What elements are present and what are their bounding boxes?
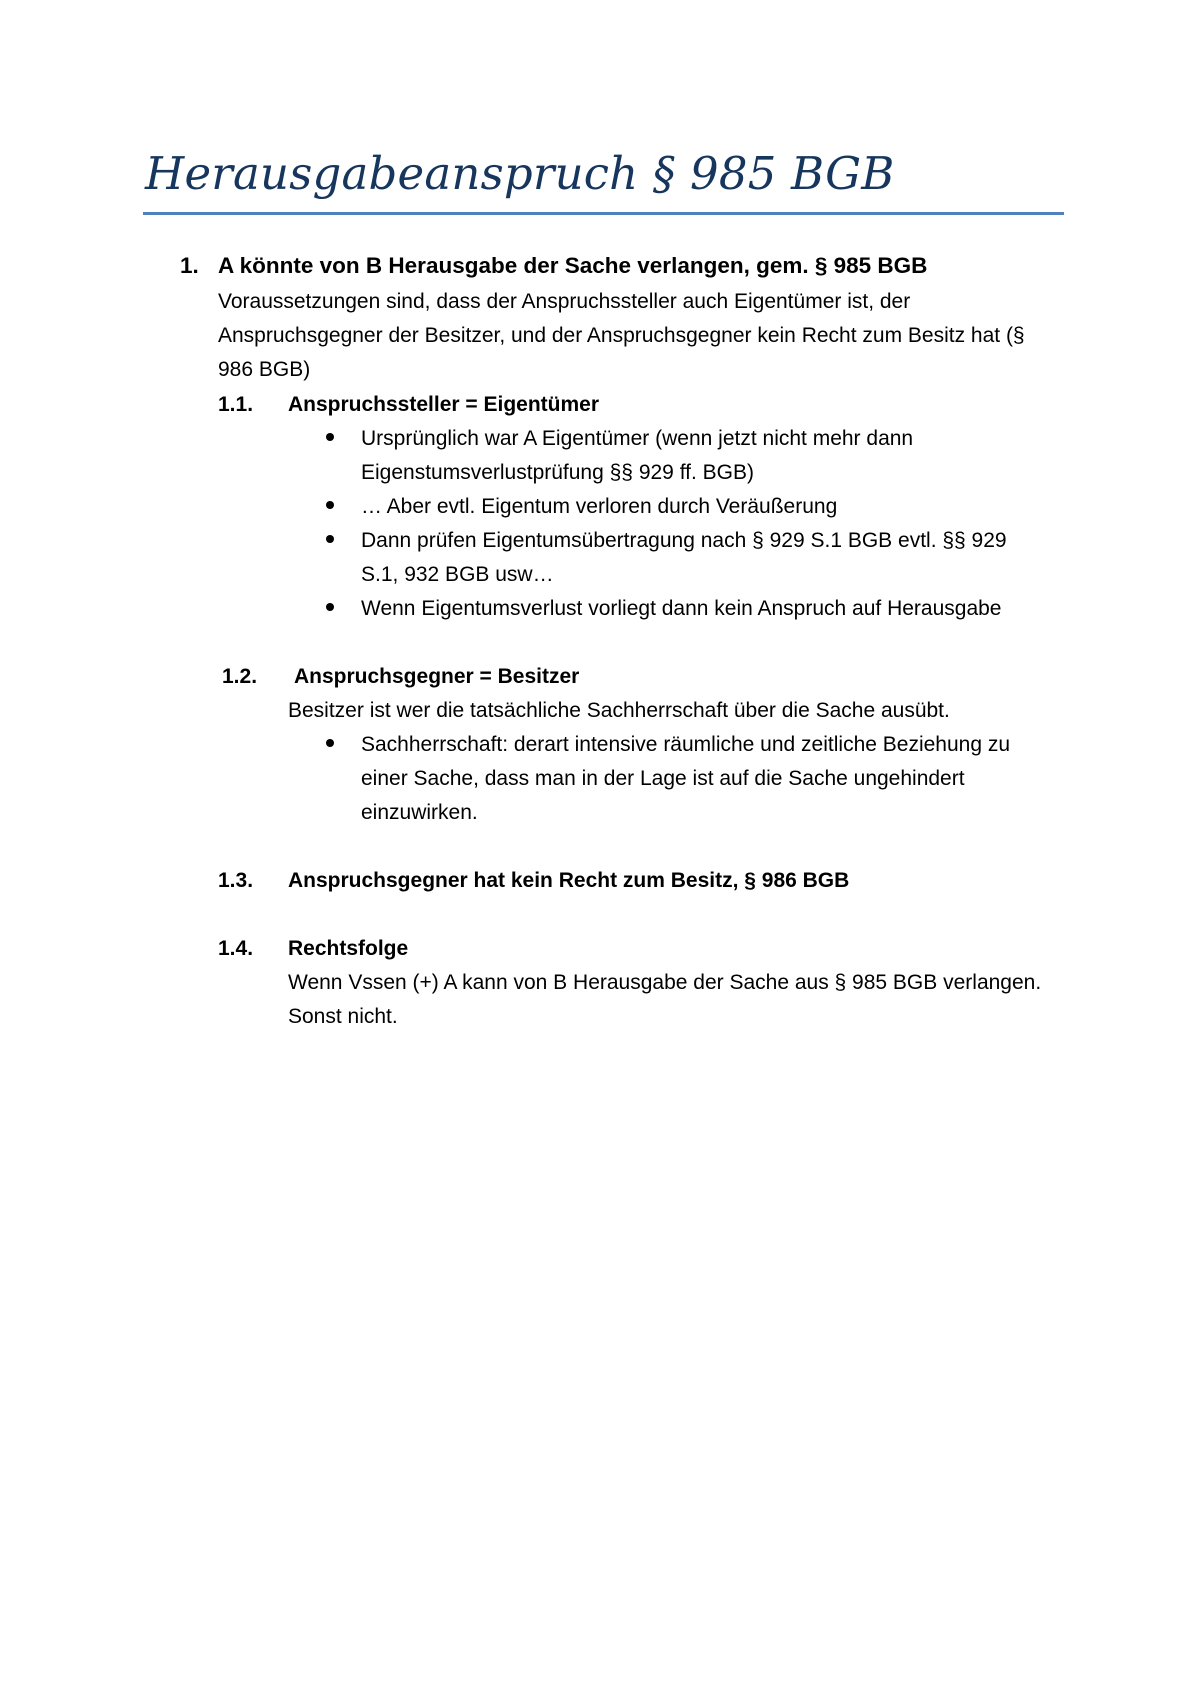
- sub-1-3-number: 1.3.: [218, 869, 254, 892]
- sub-1-1-bullet-line: S.1, 932 BGB usw…: [361, 563, 554, 586]
- sub-1-2-bullet-line: einzuwirken.: [361, 801, 478, 824]
- sub-1-1-number: 1.1.: [218, 393, 254, 416]
- bullet-icon: [326, 433, 334, 441]
- sub-1-4-number: 1.4.: [218, 937, 254, 960]
- sub-1-2-bullet-line: einer Sache, dass man in der Lage ist auf die Sache ungehindert: [361, 767, 965, 790]
- bullet-icon: [326, 739, 334, 747]
- section-1-intro-line: Voraussetzungen sind, dass der Anspruchssteller auch Eigentümer ist, der: [218, 290, 911, 313]
- bullet-icon: [326, 603, 334, 611]
- sub-1-4-text-line: Sonst nicht.: [288, 1005, 398, 1028]
- sub-1-4-heading: Rechtsfolge: [288, 937, 409, 960]
- sub-1-2-text: Besitzer ist wer die tatsächliche Sachherrschaft über die Sache ausübt.: [288, 699, 950, 722]
- sub-1-1-bullet-line: … Aber evtl. Eigentum verloren durch Veräußerung: [361, 495, 838, 518]
- sub-1-1-bullet-line: Ursprünglich war A Eigentümer (wenn jetzt nicht mehr dann: [361, 427, 914, 450]
- sub-1-3-heading: Anspruchsgegner hat kein Recht zum Besitz, § 986 BGB: [288, 869, 850, 892]
- sub-1-1-bullet-line: Dann prüfen Eigentumsübertragung nach § 929 S.1 BGB evtl. §§ 929: [361, 529, 1007, 552]
- sub-1-1-bullet-line: Wenn Eigentumsverlust vorliegt dann kein Anspruch auf Herausgabe: [361, 597, 1002, 620]
- sub-1-2-bullet-line: Sachherrschaft: derart intensive räumliche und zeitliche Beziehung zu: [361, 733, 1011, 756]
- sub-1-2-number: 1.2.: [222, 665, 258, 688]
- title-underline: [143, 212, 1064, 215]
- section-1-intro-line: 986 BGB): [218, 358, 311, 381]
- document-title: Herausgabeanspruch § 985 BGB: [145, 147, 895, 200]
- bullet-icon: [326, 535, 334, 543]
- sub-1-2-heading: Anspruchsgegner = Besitzer: [294, 665, 580, 688]
- section-1-number: 1.: [180, 253, 199, 278]
- section-1-intro-line: Anspruchsgegner der Besitzer, und der Anspruchsgegner kein Recht zum Besitz hat (§: [218, 324, 1025, 347]
- sub-1-1-heading: Anspruchssteller = Eigentümer: [288, 393, 600, 416]
- sub-1-1-bullet-line: Eigenstumsverlustprüfung §§ 929 ff. BGB): [361, 461, 754, 484]
- bullet-icon: [326, 501, 334, 509]
- sub-1-4-text-line: Wenn Vssen (+) A kann von B Herausgabe der Sache aus § 985 BGB verlangen.: [288, 971, 1042, 994]
- section-1-heading: A könnte von B Herausgabe der Sache verlangen, gem. § 985 BGB: [218, 253, 928, 278]
